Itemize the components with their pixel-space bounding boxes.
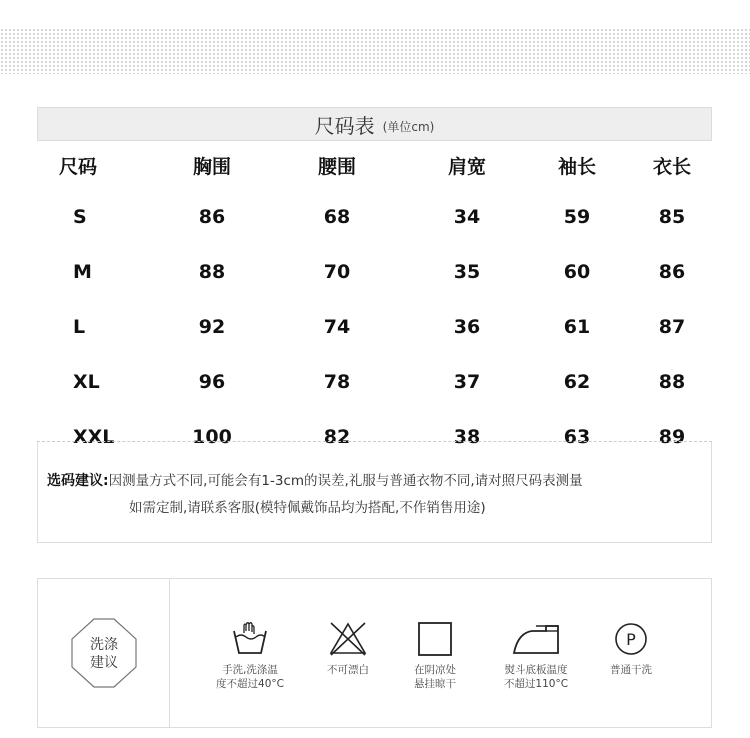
iron-icon	[506, 621, 566, 657]
care-item-no-bleach	[300, 621, 396, 677]
header-chest: 胸围	[192, 155, 231, 178]
table-cell: 37	[453, 370, 481, 393]
header-waist: 腰围	[317, 155, 356, 178]
care-caption: 不可漂白	[327, 664, 369, 676]
care-caption: 手洗,洗涤温 度不超过40°C	[216, 664, 284, 690]
table-cell: L	[73, 315, 86, 338]
header-sleeve: 袖长	[557, 155, 596, 178]
table-cell: 85	[658, 205, 686, 228]
table-cell: 36	[453, 315, 481, 338]
header-size: 尺码	[59, 155, 98, 178]
shade-dry-icon	[415, 621, 455, 657]
table-row	[37, 354, 712, 409]
table-cell: 86	[198, 205, 226, 228]
table-cell: 61	[563, 315, 591, 338]
no-bleach-icon	[328, 621, 368, 657]
care-divider	[169, 579, 170, 727]
care-caption: 在阴凉处 悬挂晾干	[414, 664, 456, 690]
table-cell: 100	[192, 425, 232, 448]
care-item-shade-dry	[387, 621, 483, 691]
table-cell: 34	[453, 205, 481, 228]
table-cell: 88	[658, 370, 686, 393]
table-cell: 82	[323, 425, 351, 448]
unit-label: (单位cm)	[382, 119, 435, 134]
care-item-hand-wash	[202, 621, 298, 691]
table-row	[37, 299, 712, 354]
care-caption: 熨斗底板温度 不超过110°C	[503, 664, 569, 690]
table-cell: 70	[323, 260, 351, 283]
table-cell: 96	[198, 370, 226, 393]
svg-text:P: P	[626, 630, 636, 649]
table-cell: 38	[453, 425, 481, 448]
table-cell: 62	[563, 370, 591, 393]
advice-label: 选码建议:	[47, 473, 109, 489]
size-advice-box	[37, 441, 712, 543]
table-row	[37, 244, 712, 299]
table-cell: S	[73, 205, 87, 228]
table-cell: 59	[563, 205, 591, 228]
table-cell: XL	[73, 370, 100, 393]
table-cell: M	[73, 260, 92, 283]
dotted-banner	[0, 28, 750, 74]
size-chart-title: 尺码表	[314, 113, 375, 138]
table-cell: 92	[198, 315, 226, 338]
table-cell: 68	[323, 205, 351, 228]
table-header-row	[37, 141, 712, 189]
dry-clean-p-icon	[611, 621, 651, 657]
table-cell: 87	[658, 315, 686, 338]
care-caption: 普通干洗	[610, 664, 652, 676]
table-cell: 86	[658, 260, 686, 283]
table-row	[37, 189, 712, 244]
advice-text-1: 因测量方式不同,可能会有1-3cm的误差,礼服与普通衣物不同,请对照尺码表测量	[108, 473, 583, 489]
header-shoulder: 肩宽	[447, 155, 486, 178]
table-cell: 89	[658, 425, 686, 448]
size-chart-title-bar	[37, 107, 712, 141]
advice-line-1	[47, 468, 583, 495]
table-cell: 78	[323, 370, 351, 393]
size-table	[37, 141, 712, 464]
table-cell: 35	[453, 260, 481, 283]
care-item-iron	[488, 621, 584, 691]
care-instructions-box	[37, 578, 712, 728]
table-cell: 60	[563, 260, 591, 283]
table-cell: 88	[198, 260, 226, 283]
table-cell: 74	[323, 315, 351, 338]
table-cell: 63	[563, 425, 591, 448]
advice-text-2: 如需定制,请联系客服(模特佩戴饰品均为搭配,不作销售用途)	[129, 500, 486, 516]
header-length: 衣长	[652, 155, 691, 178]
hand-wash-icon	[230, 621, 270, 657]
table-cell: XXL	[73, 425, 115, 448]
care-item-dry-clean	[583, 621, 679, 677]
care-badge-label: 洗涤 建议	[90, 637, 118, 671]
